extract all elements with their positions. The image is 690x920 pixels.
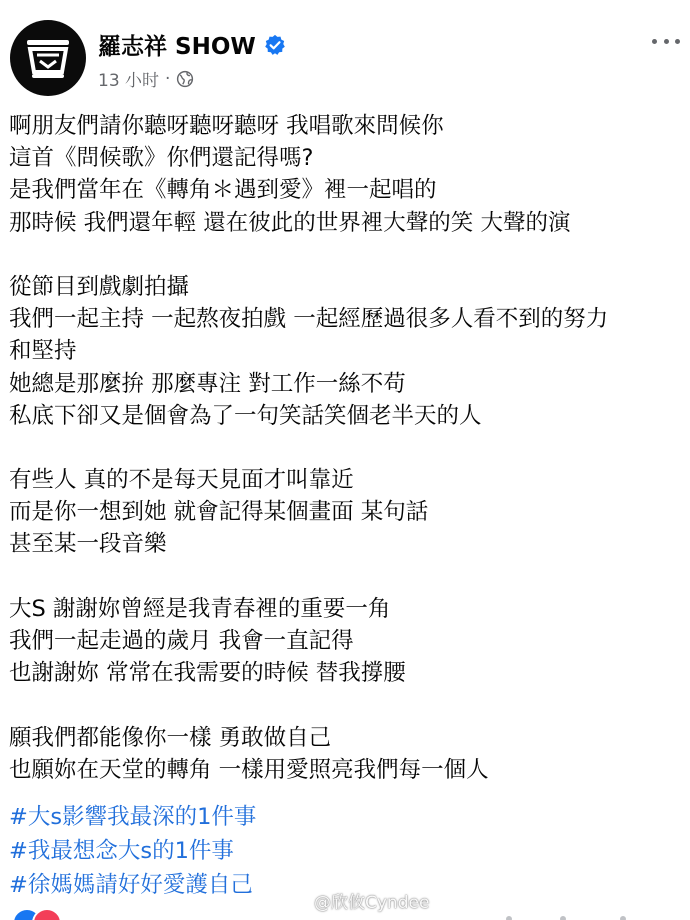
post-text-line: 她總是那麼拚 那麼專注 對工作一絲不苟	[9, 370, 406, 397]
more-options-icon[interactable]	[652, 34, 680, 48]
post-text-line: 甚至某一段音樂	[9, 531, 167, 558]
hashtag-list	[9, 800, 256, 902]
hashtag-link[interactable]: #徐媽媽請好好愛護自己	[9, 872, 253, 898]
post-text-line: 從節目到戲劇拍攝	[9, 273, 190, 300]
post-text-line: 我們一起主持 一起熬夜拍戲 一起經歷過很多人看不到的努力	[9, 306, 609, 333]
post-text-line: 也願妳在天堂的轉角 一樣用愛照亮我們每一個人	[9, 756, 489, 783]
meta-separator: ·	[165, 68, 171, 89]
post-header	[10, 20, 680, 100]
watermark	[290, 888, 429, 913]
hashtag-link[interactable]: #大s影響我最深的1件事	[9, 804, 257, 830]
weibo-icon	[290, 892, 310, 910]
post-timestamp[interactable]: 13 小时	[98, 71, 160, 91]
footer-dot	[620, 916, 626, 920]
verified-badge-icon	[264, 34, 286, 56]
footer-dot	[560, 916, 566, 920]
post-text-line: 願我們都能像你一樣 勇敢做自己	[9, 724, 332, 751]
more-dot	[664, 39, 669, 44]
globe-icon[interactable]	[176, 70, 194, 88]
post-text-line: 私底下卻又是個會為了一句笑話笑個老半天的人	[9, 402, 482, 429]
paragraph-break	[9, 239, 689, 271]
more-dot	[652, 39, 657, 44]
post-text-line: 啊朋友們請你聽呀聽呀聽呀 我唱歌來問候你	[9, 113, 444, 139]
author-name[interactable]	[98, 28, 286, 61]
paragraph-break	[9, 561, 689, 593]
post-text-line: 我們一起走過的歲月 我會一直記得	[9, 628, 354, 654]
post-text-line: 那時候 我們還年輕 還在彼此的世界裡大聲的笑 大聲的演	[9, 209, 571, 236]
avatar[interactable]	[10, 20, 86, 96]
post-meta	[98, 66, 194, 91]
post-text-line: 和堅持	[9, 338, 77, 365]
author-name-text[interactable]: 羅志祥 SHOW	[98, 34, 256, 60]
post-text-line: 有些人 真的不是每天見面才叫靠近	[9, 467, 354, 494]
post-text-line: 而是你一想到她 就會記得某個畫面 某句話	[9, 499, 429, 526]
post-body	[9, 110, 689, 786]
hashtag-link[interactable]: #我最想念大s的1件事	[9, 838, 234, 864]
watermark-text: @欣攸Cyndee	[314, 893, 430, 913]
more-dot	[675, 39, 680, 44]
love-reaction-icon	[32, 908, 62, 920]
post-text-line: 也謝謝妳 常常在我需要的時候 替我撐腰	[9, 660, 406, 687]
post-text-line: 這首《問候歌》你們還記得嗎?	[9, 145, 314, 172]
footer-dot	[506, 916, 512, 920]
reaction-summary[interactable]	[12, 908, 72, 920]
paragraph-break	[9, 689, 689, 721]
paragraph-break	[9, 432, 689, 464]
post-text-line: 大S 謝謝妳曾經是我青春裡的重要一角	[9, 595, 391, 622]
avatar-logo-icon	[18, 28, 78, 88]
post-text-line: 是我們當年在《轉角＊遇到愛》裡一起唱的	[9, 177, 437, 204]
